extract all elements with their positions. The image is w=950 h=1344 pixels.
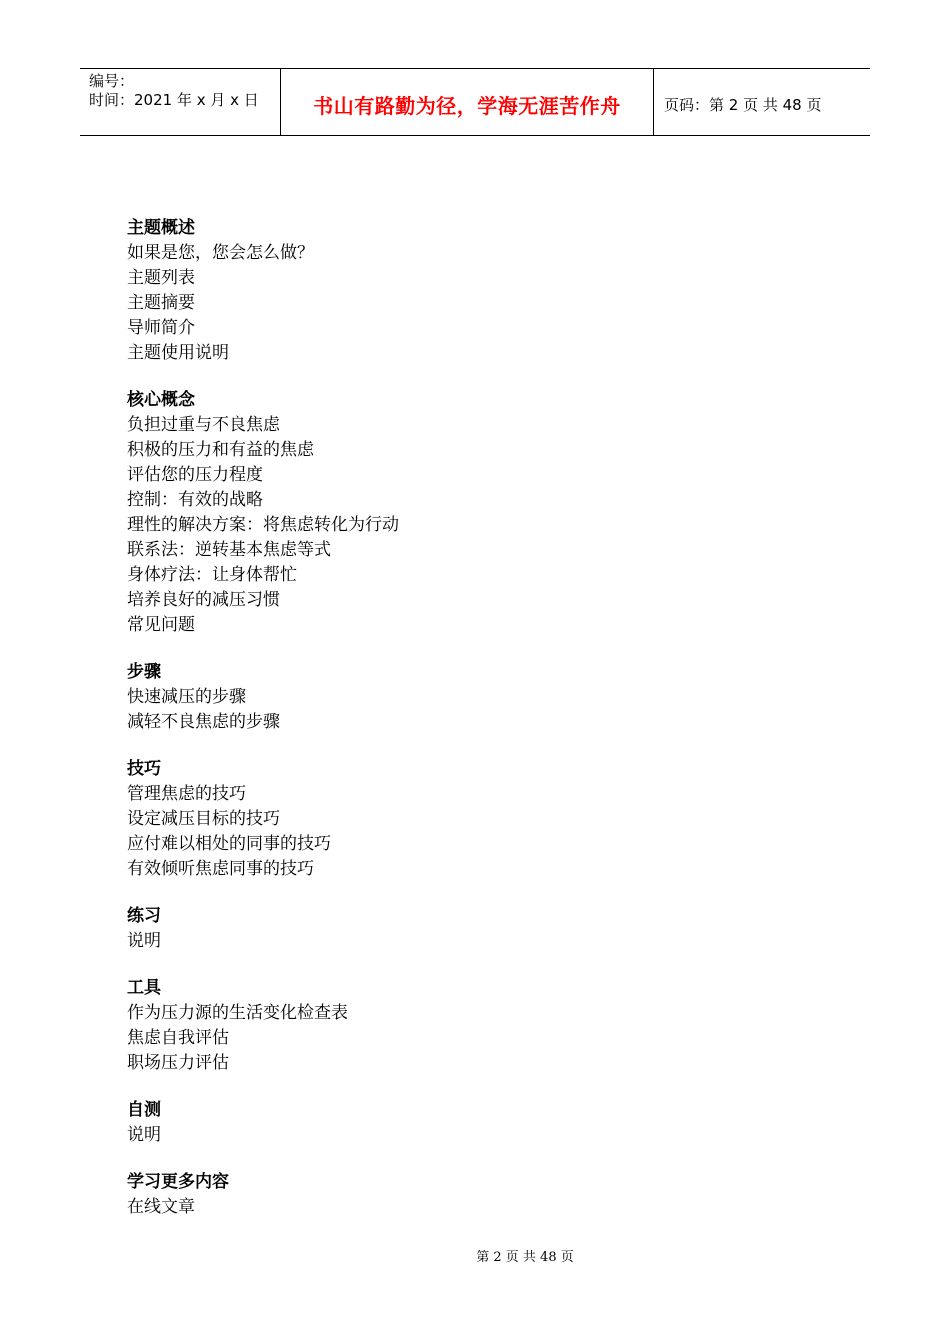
list-item: 负担过重与不良焦虑 (127, 415, 280, 435)
list-item: 如果是您，您会怎么做？ (127, 243, 314, 263)
list-item: 焦虑自我评估 (127, 1028, 229, 1048)
section-heading: 工具 (127, 978, 161, 998)
section-heading: 主题概述 (127, 218, 195, 238)
list-item: 身体疗法：让身体帮忙 (127, 565, 297, 585)
list-item: 理性的解决方案：将焦虑转化为行动 (127, 515, 399, 535)
header-motto: 书山有路勤为径，学海无涯苦作舟 (281, 69, 654, 135)
list-item: 常见问题 (127, 615, 195, 635)
section-heading: 核心概念 (127, 390, 195, 410)
section-heading: 步骤 (127, 662, 161, 682)
section-tools (127, 976, 827, 1076)
section-overview (127, 216, 827, 366)
list-item: 说明 (127, 931, 161, 951)
section-heading: 自测 (127, 1100, 161, 1120)
section-steps (127, 660, 827, 735)
section-learn-more (127, 1170, 827, 1220)
serial-label: 编号： (89, 72, 135, 90)
list-item: 积极的压力和有益的焦虑 (127, 440, 314, 460)
list-item: 主题摘要 (127, 293, 195, 313)
list-item: 主题使用说明 (127, 343, 229, 363)
section-tips (127, 757, 827, 882)
list-item: 联系法：逆转基本焦虑等式 (127, 540, 331, 560)
list-item: 控制：有效的战略 (127, 490, 263, 510)
page-header (80, 68, 870, 136)
list-item: 快速减压的步骤 (127, 687, 246, 707)
section-self-test (127, 1098, 827, 1148)
list-item: 导师简介 (127, 318, 195, 338)
list-item: 设定减压目标的技巧 (127, 809, 280, 829)
list-item: 作为压力源的生活变化检查表 (127, 1003, 348, 1023)
section-exercises (127, 904, 827, 954)
list-item: 说明 (127, 1125, 161, 1145)
footer-page-number: 第 2 页 共 48 页 (476, 1250, 574, 1265)
list-item: 有效倾听焦虑同事的技巧 (127, 859, 314, 879)
list-item: 主题列表 (127, 268, 195, 288)
table-of-contents (127, 216, 827, 1242)
list-item: 培养良好的减压习惯 (127, 590, 280, 610)
list-item: 管理焦虑的技巧 (127, 784, 246, 804)
list-item: 应付难以相处的同事的技巧 (127, 834, 331, 854)
page-footer (0, 1246, 950, 1265)
date-label: 时间：2021 年 x 月 x 日 (89, 91, 259, 109)
list-item: 评估您的压力程度 (127, 465, 263, 485)
section-heading: 学习更多内容 (127, 1172, 229, 1192)
section-heading: 练习 (127, 906, 161, 926)
header-meta (80, 69, 281, 135)
header-page-info: 页码：第 2 页 共 48 页 (664, 95, 822, 114)
list-item: 职场压力评估 (127, 1053, 229, 1073)
section-heading: 技巧 (127, 759, 161, 779)
list-item: 在线文章 (127, 1197, 195, 1217)
list-item: 减轻不良焦虑的步骤 (127, 712, 280, 732)
section-core-concepts (127, 388, 827, 638)
